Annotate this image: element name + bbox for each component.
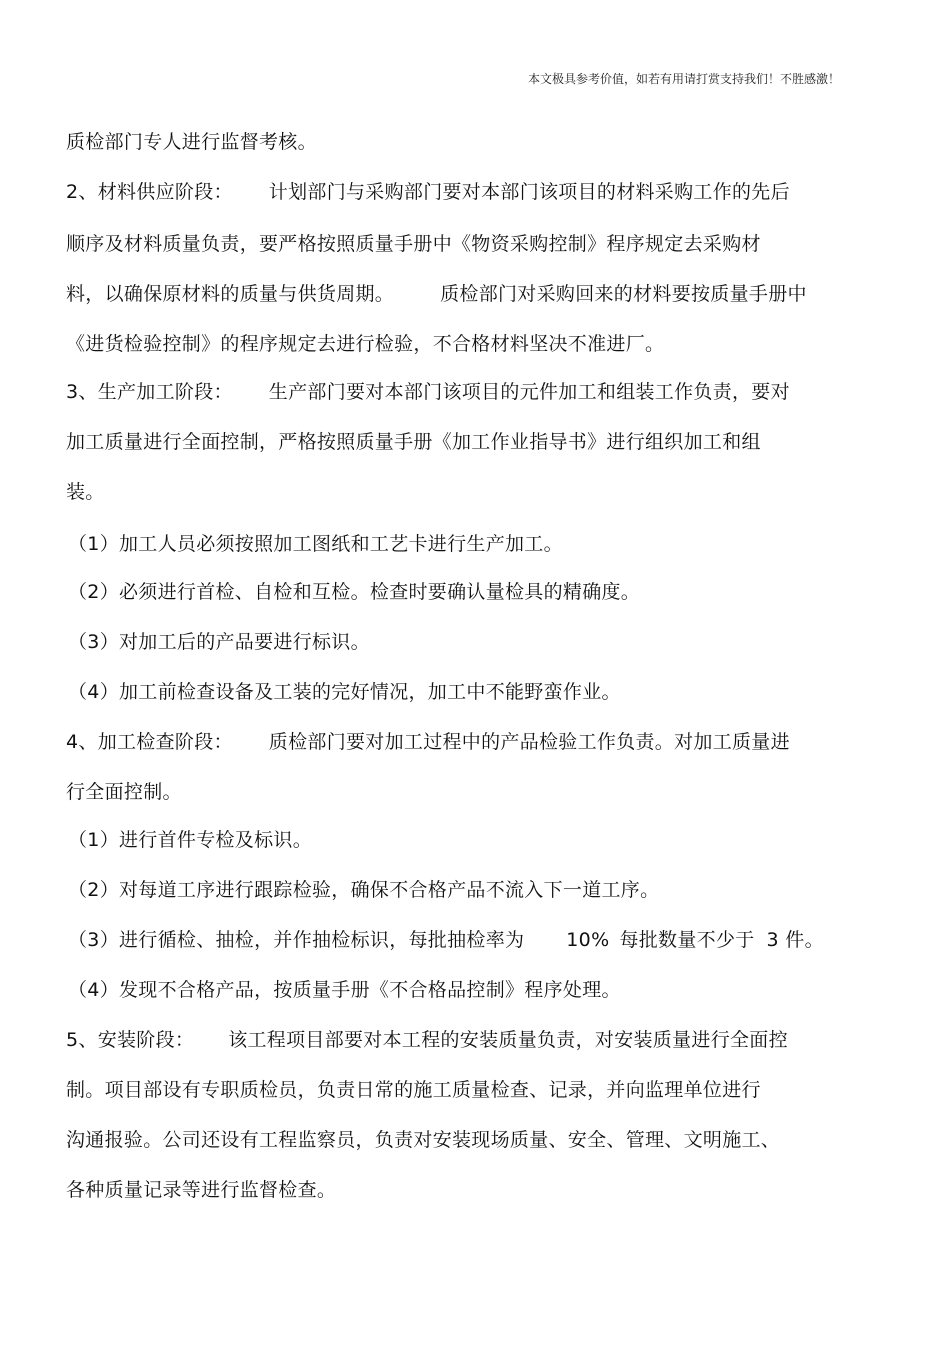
line-text: （1）进行首件专检及标识。 [68, 829, 312, 851]
line-text: 料，以确保原材料的质量与供货周期。 [66, 283, 395, 305]
section-2-heading-line [66, 178, 790, 206]
line-text: 质检部门专人进行监督考核。 [66, 131, 317, 153]
body-line-4 [66, 280, 807, 308]
line-text: （1）加工人员必须按照加工图纸和工艺卡进行生产加工。 [68, 533, 563, 555]
header-note: 本文极具参考价值，如若有用请打赏支持我们！不胜感激！ [527, 72, 840, 86]
body-line-20 [66, 1076, 761, 1104]
list-item [68, 578, 640, 606]
line-text: 每批数量不少于 [619, 929, 755, 951]
line-text: 加工质量进行全面控制，严格按照质量手册《加工作业指导书》进行组织加工和组 [66, 431, 761, 453]
line-text: 《进货检验控制》的程序规定去进行检验，不合格材料坚决不准进厂。 [66, 333, 665, 355]
line-text: 质检部门要对加工过程中的产品检验工作负责。对加工质量进 [268, 731, 790, 753]
body-line-1 [66, 128, 317, 156]
list-item [68, 876, 659, 904]
section-3-heading-line [66, 378, 790, 406]
line-text: （4）加工前检查设备及工装的完好情况，加工中不能野蛮作业。 [68, 681, 621, 703]
line-text: 装。 [66, 481, 105, 503]
line-text: （3）进行循检、抽检，并作抽检标识，每批抽检率为 [68, 929, 525, 951]
body-line-14 [66, 778, 182, 806]
line-text: 计划部门与采购部门要对本部门该项目的材料采购工作的先后 [268, 181, 790, 203]
section-3-title: 3、生产加工阶段： [66, 381, 233, 403]
section-5-heading-line [66, 1026, 788, 1054]
body-line-5 [66, 330, 664, 358]
body-line-3 [66, 230, 761, 258]
line-text: 顺序及材料质量负责，要严格按照质量手册中《物资采购控制》程序规定去采购材 [66, 233, 761, 255]
body-line-22 [66, 1176, 336, 1204]
list-item [68, 826, 312, 854]
line-text: 质检部门对采购回来的材料要按质量手册中 [440, 283, 807, 305]
list-item [68, 628, 370, 656]
section-4-heading-line [66, 728, 790, 756]
line-text: 该工程项目部要对本工程的安装质量负责，对安装质量进行全面控 [228, 1029, 788, 1051]
list-item [68, 926, 824, 954]
line-text: （2）必须进行首检、自检和互检。检查时要确认量检具的精确度。 [68, 581, 641, 603]
list-item [68, 530, 563, 558]
line-text: （2）对每道工序进行跟踪检验，确保不合格产品不流入下一道工序。 [68, 879, 660, 901]
min-quantity: 3 件。 [766, 929, 824, 951]
line-text: 沟通报验。公司还设有工程监察员，负责对安装现场质量、安全、管理、文明施工、 [66, 1129, 781, 1151]
line-text: （3）对加工后的产品要进行标识。 [68, 631, 370, 653]
line-text: 行全面控制。 [66, 781, 182, 803]
line-text: 各种质量记录等进行监督检查。 [66, 1179, 337, 1201]
section-5-title: 5、安装阶段： [66, 1029, 195, 1051]
line-text: （4）发现不合格产品，按质量手册《不合格品控制》程序处理。 [68, 979, 621, 1001]
list-item [68, 976, 621, 1004]
line-text: 生产部门要对本部门该项目的元件加工和组装工作负责，要对 [268, 381, 790, 403]
body-line-21 [66, 1126, 780, 1154]
line-text: 制。项目部设有专职质检员，负责日常的施工质量检查、记录，并向监理单位进行 [66, 1079, 761, 1101]
body-line-8 [66, 478, 105, 506]
sampling-rate: 10% [566, 929, 610, 951]
section-4-title: 4、加工检查阶段： [66, 731, 233, 753]
body-line-7 [66, 428, 761, 456]
section-2-title: 2、材料供应阶段： [66, 181, 233, 203]
list-item [68, 678, 621, 706]
